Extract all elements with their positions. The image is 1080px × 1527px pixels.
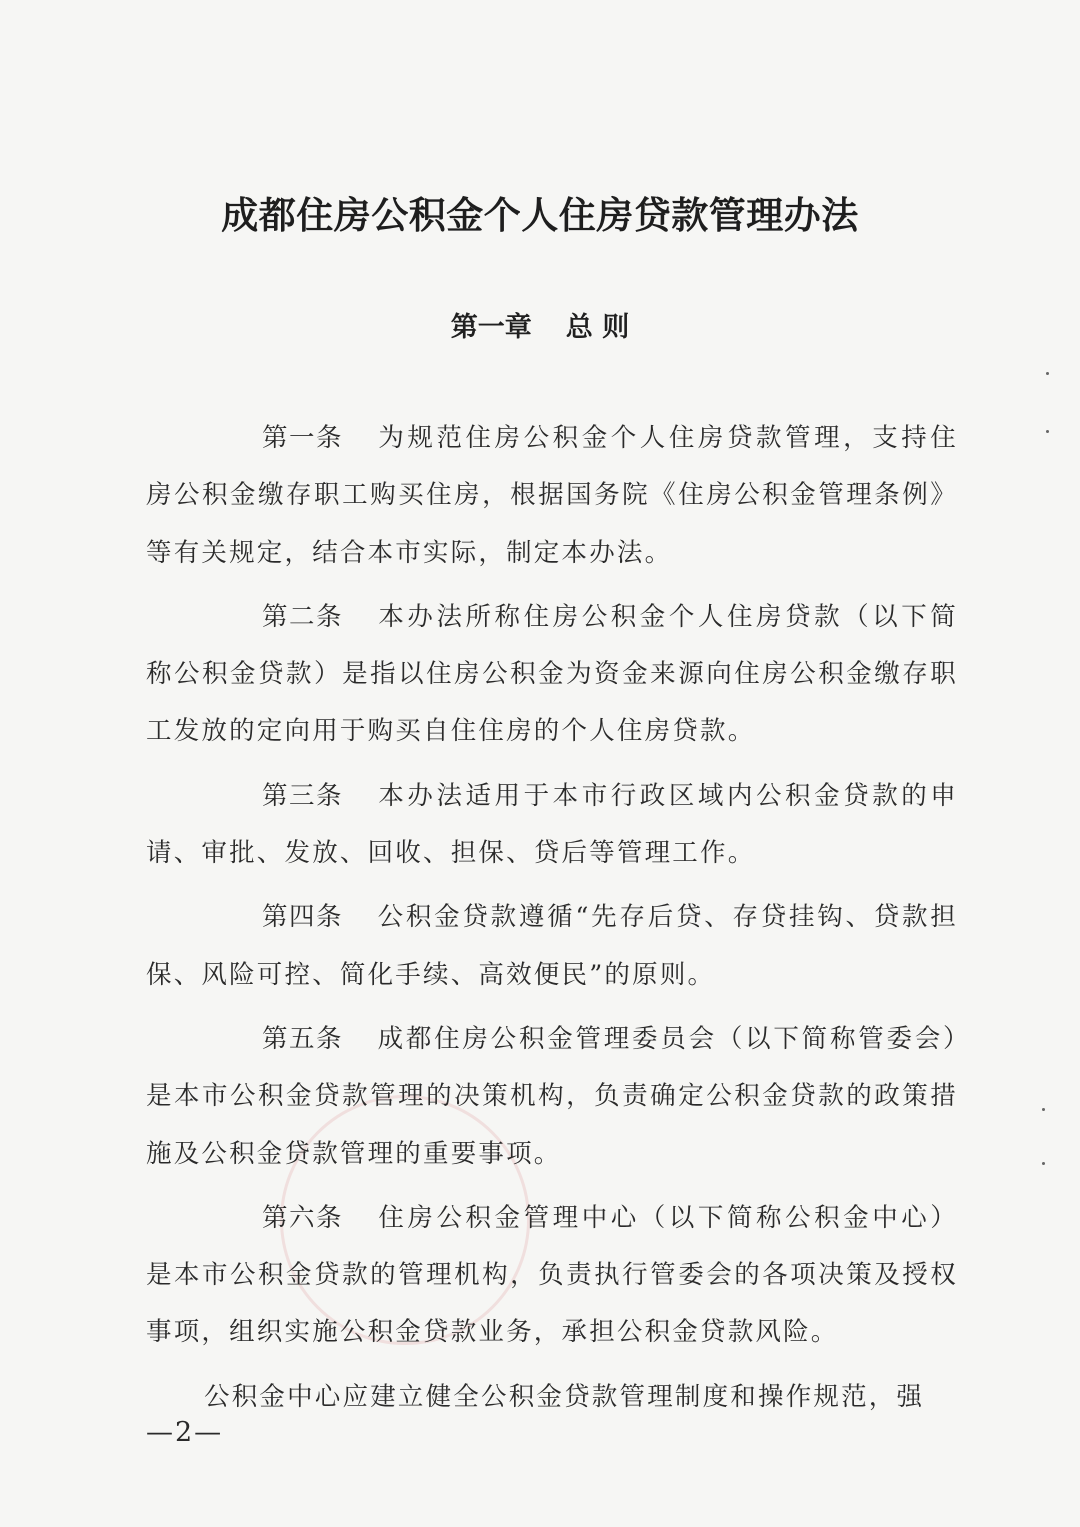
page-number: —2— <box>146 1417 224 1448</box>
article-paragraph <box>146 889 958 1004</box>
scan-speck <box>1042 1162 1045 1165</box>
article-paragraph <box>146 768 958 883</box>
article-text: 本办法所称住房公积金个人住房贷款（以下简称公积金贷款）是指以住房公积金为资金来源向住房公积金缴存职工发放的定向用于购买自住住房的个人住房贷款。 <box>146 601 958 747</box>
article-number: 第三条 <box>262 780 344 811</box>
chapter-heading <box>0 308 1080 348</box>
article-paragraph <box>146 1190 958 1362</box>
paragraph-text: 公积金中心应建立健全公积金贷款管理制度和操作规范，强 <box>204 1381 925 1412</box>
article-number: 第一条 <box>262 423 344 453</box>
article-number: 第五条 <box>262 1023 344 1054</box>
article-text: 为规范住房公积金个人住房贷款管理，支持住房公积金缴存职工购买住房，根据国务院《住房公积金管理条例》等有关规定，结合本市实际，制定本办法。 <box>146 423 958 568</box>
article-text: 公积金贷款遵循“先存后贷、存贷挂钩、贷款担保、风险可控、简化手续、高效便民”的原则。 <box>146 902 958 990</box>
article-text: 住房公积金管理中心（以下简称公积金中心）是本市公积金贷款的管理机构，负责执行管委会的各项决策及授权事项，组织实施公积金贷款业务，承担公积金贷款风险。 <box>146 1202 958 1348</box>
chapter-name: 总 则 <box>565 312 630 343</box>
article-text: 成都住房公积金管理委员会（以下简称管委会）是本市公积金贷款管理的决策机构，负责确定公积金贷款的政策措施及公积金贷款管理的重要事项。 <box>146 1023 958 1169</box>
article-number: 第四条 <box>262 902 344 933</box>
scan-speck <box>1042 1108 1045 1111</box>
scan-speck <box>1046 372 1049 375</box>
article-text: 本办法适用于本市行政区域内公积金贷款的申请、审批、发放、回收、担保、贷后等管理工作。 <box>146 780 958 869</box>
article-paragraph <box>146 1011 958 1183</box>
document-title: 成都住房公积金个人住房贷款管理办法 <box>221 193 859 237</box>
article-number: 第六条 <box>262 1202 344 1233</box>
article-number: 第二条 <box>262 601 344 632</box>
scan-speck <box>1046 430 1049 433</box>
document-body <box>146 410 958 1433</box>
continuation-paragraph <box>146 1369 958 1426</box>
chapter-number: 第一章 <box>450 312 532 343</box>
article-paragraph <box>146 589 958 761</box>
article-paragraph <box>146 410 958 582</box>
